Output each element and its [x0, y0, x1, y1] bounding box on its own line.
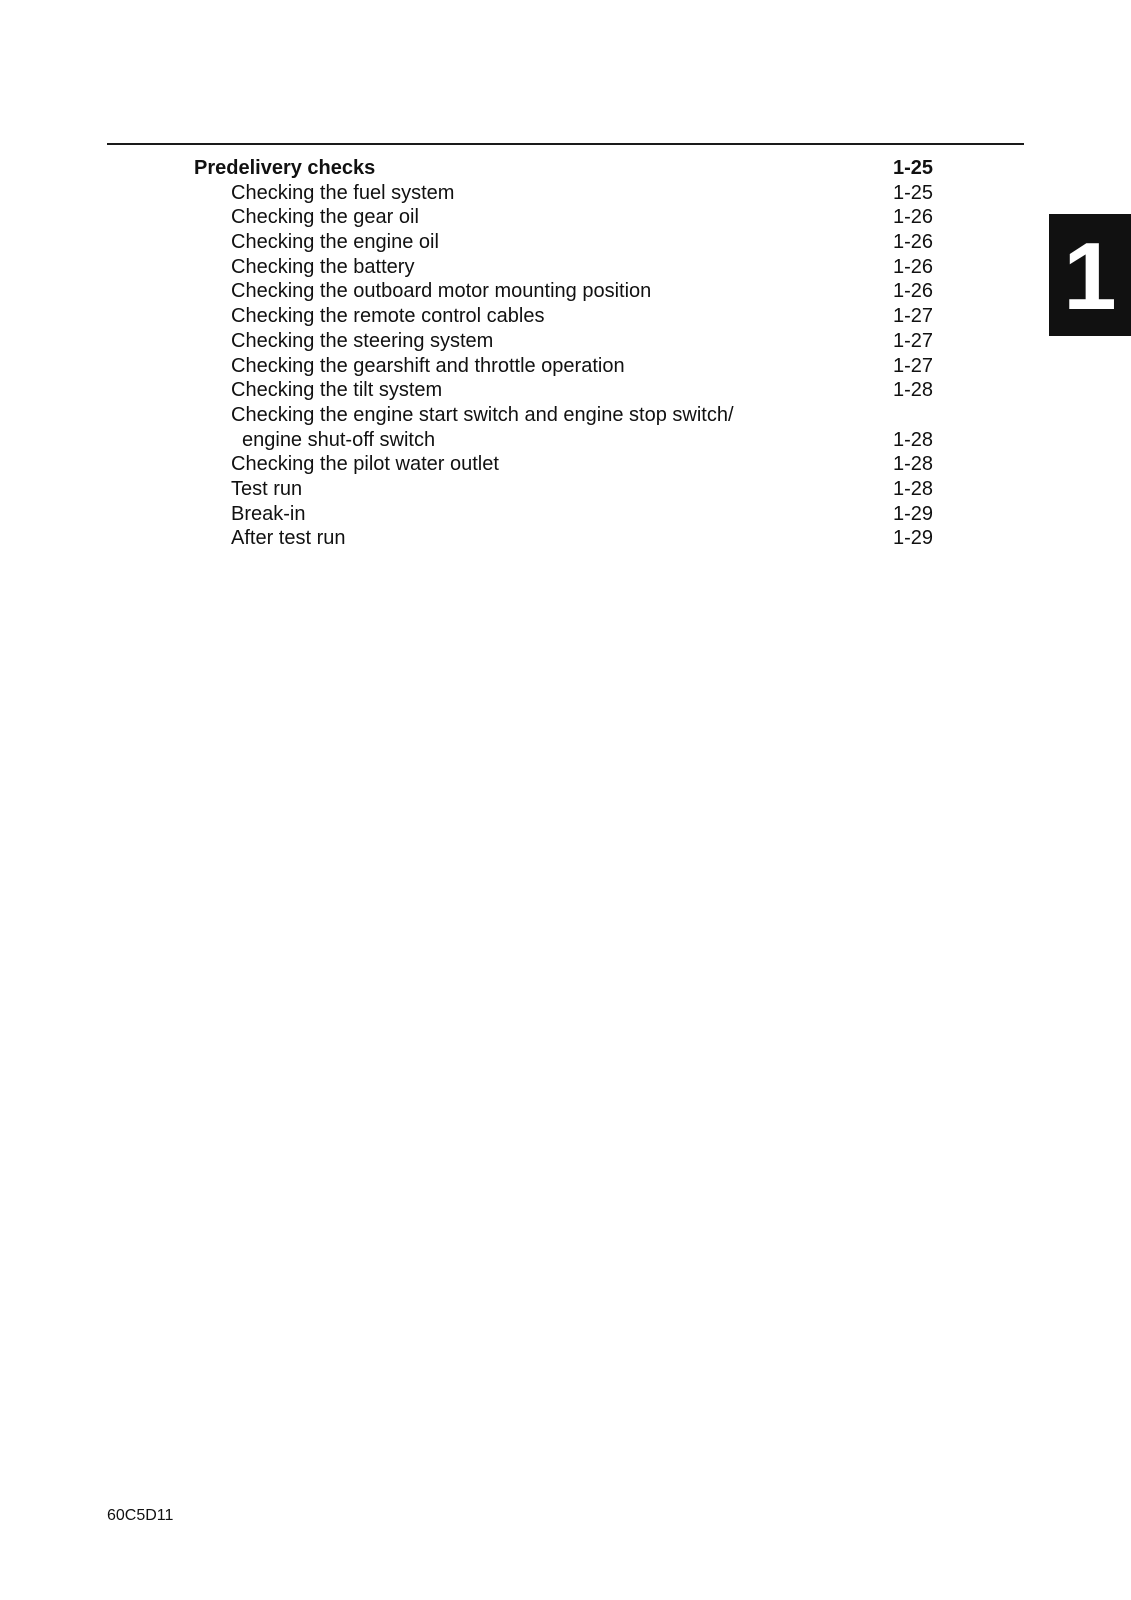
toc-item-page: 1-26 [892, 280, 933, 303]
toc-item-fuel-system[interactable] [194, 181, 933, 206]
dot-leader [550, 321, 890, 322]
toc-item-title: Checking the gearshift and throttle operation [231, 354, 625, 377]
toc-item-test-run[interactable] [194, 477, 933, 502]
toc-item-page: 1-27 [892, 305, 933, 328]
dot-leader [444, 247, 890, 248]
toc-item-title: Break-in [231, 502, 306, 525]
toc-item-gear-oil[interactable] [194, 205, 933, 230]
dot-leader [656, 296, 890, 297]
toc-item-title: After test run [231, 527, 346, 550]
dot-leader [447, 395, 890, 396]
dot-leader [424, 222, 890, 223]
toc-item-title: Checking the fuel system [231, 181, 455, 204]
toc-item-title: Test run [231, 477, 303, 500]
toc-heading-title: Predelivery checks [194, 157, 376, 179]
toc-item-title: Checking the battery [231, 255, 415, 278]
toc-item-page: 1-28 [892, 428, 933, 451]
dot-leader [419, 272, 890, 273]
toc-item-title: Checking the engine oil [231, 231, 439, 254]
toc-item-page: 1-29 [892, 502, 933, 525]
toc-item-page: 1-26 [892, 231, 933, 254]
toc-item-title: Checking the gear oil [231, 206, 419, 229]
toc-item-after-test-run[interactable] [194, 526, 933, 551]
dot-leader [630, 371, 890, 372]
chapter-number: 1 [1063, 223, 1117, 330]
toc-item-title-continuation: engine shut-off switch [242, 428, 436, 451]
toc-heading-predelivery-checks[interactable] [194, 156, 933, 181]
dot-leader [307, 494, 890, 495]
footer-document-code: 60C5D11 [107, 1507, 174, 1524]
toc-item-page: 1-27 [892, 354, 933, 377]
toc-item-page: 1-29 [892, 527, 933, 550]
toc-item-break-in[interactable] [194, 502, 933, 527]
toc-item-pilot-water-outlet[interactable] [194, 452, 933, 477]
dot-leader [498, 346, 890, 347]
table-of-contents [194, 156, 933, 551]
toc-item-page: 1-25 [892, 181, 933, 204]
toc-item-title: Checking the remote control cables [231, 305, 545, 328]
dot-leader [380, 173, 890, 174]
toc-item-engine-oil[interactable] [194, 230, 933, 255]
toc-item-mounting-position[interactable] [194, 279, 933, 304]
toc-item-start-stop-switch[interactable] [194, 403, 933, 428]
toc-item-title: Checking the tilt system [231, 379, 443, 402]
toc-item-page: 1-26 [892, 255, 933, 278]
toc-item-battery[interactable] [194, 255, 933, 280]
toc-item-remote-control-cables[interactable] [194, 304, 933, 329]
toc-item-gearshift-throttle[interactable] [194, 354, 933, 379]
toc-heading-page: 1-25 [892, 157, 933, 179]
toc-item-title: Checking the engine start switch and engine stop switch/ [231, 403, 734, 426]
chapter-tab [1049, 214, 1131, 336]
top-rule-divider [107, 143, 1024, 145]
toc-item-page: 1-28 [892, 453, 933, 476]
toc-item-start-stop-switch-continued[interactable] [194, 428, 933, 453]
toc-item-title: Checking the pilot water outlet [231, 453, 499, 476]
toc-item-page: 1-27 [892, 329, 933, 352]
toc-item-title: Checking the steering system [231, 329, 494, 352]
toc-item-page: 1-28 [892, 379, 933, 402]
dot-leader [440, 445, 890, 446]
toc-item-tilt-system[interactable] [194, 378, 933, 403]
dot-leader [310, 519, 889, 520]
toc-item-title: Checking the outboard motor mounting position [231, 280, 652, 303]
toc-item-page: 1-26 [892, 206, 933, 229]
dot-leader [459, 198, 890, 199]
dot-leader [351, 543, 890, 544]
toc-item-steering-system[interactable] [194, 329, 933, 354]
dot-leader [504, 469, 890, 470]
toc-item-page: 1-28 [892, 477, 933, 500]
